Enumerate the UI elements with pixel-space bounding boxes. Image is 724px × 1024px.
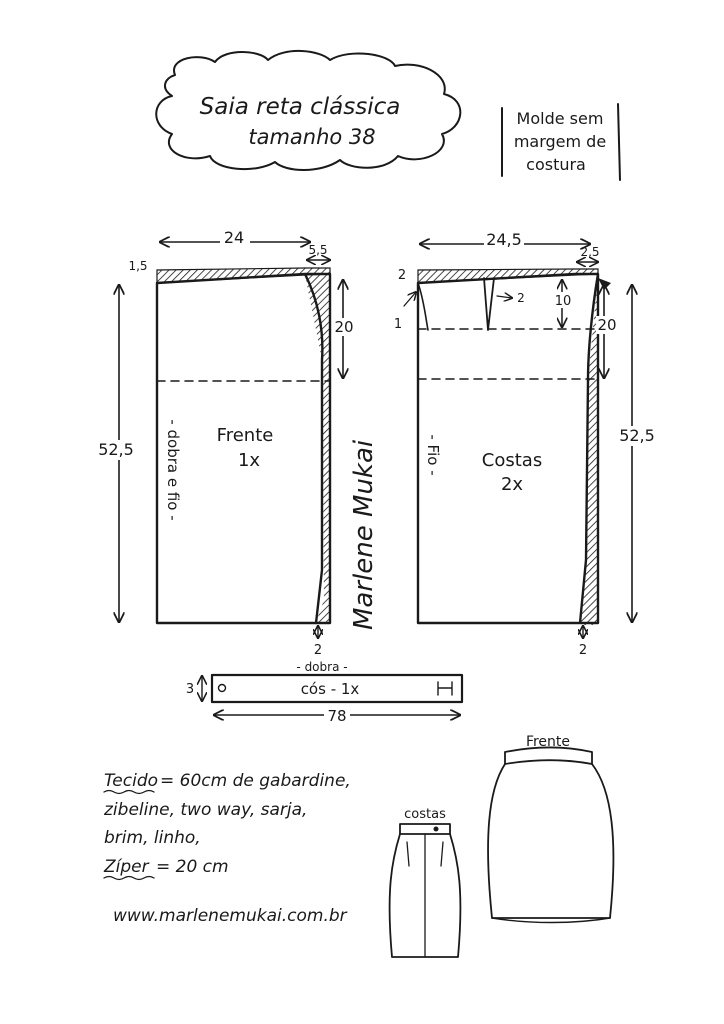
fabric-line1: = 60cm de gabardine, xyxy=(160,771,351,791)
note-line2: margem de xyxy=(513,132,607,151)
back-label: Costas xyxy=(481,450,543,471)
back-length-value: 52,5 xyxy=(619,426,655,445)
fabric-label-underline xyxy=(104,791,154,794)
front-dart-length-value: 20 xyxy=(334,318,354,336)
back-center-curve xyxy=(418,283,428,330)
back-hip-depth-value: 20 xyxy=(597,316,617,334)
waistband-length-value: 78 xyxy=(327,707,347,725)
back-dart-length-value: 10 xyxy=(554,294,572,309)
title-line2: tamanho 38 xyxy=(248,125,376,149)
pattern-note xyxy=(502,104,620,180)
zipper-label-underline xyxy=(104,877,154,880)
back-center-rise-value: 2 xyxy=(397,268,407,283)
waistband-width-value: 3 xyxy=(185,682,195,697)
website-text: www.marlenemukai.com.br xyxy=(113,906,347,926)
note-line3: costura xyxy=(526,155,586,174)
back-illustration-label: costas xyxy=(404,807,446,822)
back-center-offset-value: 1 xyxy=(393,317,403,332)
title-cloud xyxy=(156,51,460,170)
back-pattern-piece xyxy=(394,230,655,658)
fabric-label: Tecido xyxy=(104,771,159,791)
back-width-value: 24,5 xyxy=(486,230,522,249)
front-illustration-label: Frente xyxy=(525,734,571,750)
waistband-fold-label: - dobra - xyxy=(296,660,348,674)
back-grain-label: - Fio - xyxy=(424,434,442,476)
front-fold-label: - dobra e fio - xyxy=(164,419,182,521)
front-length-value: 52,5 xyxy=(98,440,134,459)
back-hem-value: 2 xyxy=(578,643,588,658)
back-illustration-waistband xyxy=(400,824,450,834)
back-skirt-illustration xyxy=(390,807,461,957)
back-side-hatch xyxy=(580,275,598,625)
back-outline xyxy=(418,274,598,623)
back-dart-depth-value: 2 xyxy=(517,291,525,305)
back-dart-width-value: 2,5 xyxy=(580,245,600,259)
front-side-hatch xyxy=(305,275,330,622)
fabric-line2: zibeline, two way, sarja, xyxy=(104,800,308,820)
waistband-piece xyxy=(186,660,462,725)
back-dart xyxy=(484,278,494,330)
signature-text: Marlene Mukai xyxy=(349,439,379,630)
front-left-rise-value: 1,5 xyxy=(128,259,148,273)
front-hem-value: 2 xyxy=(313,643,323,658)
front-count: 1x xyxy=(237,450,261,471)
note-line1: Molde sem xyxy=(516,109,604,128)
front-width-value: 24 xyxy=(223,228,245,247)
back-count: 2x xyxy=(500,474,524,495)
front-label: Frente xyxy=(216,425,274,446)
fabric-line3: brim, linho, xyxy=(104,828,201,848)
front-pattern-piece xyxy=(98,228,354,658)
zipper-label: Zíper xyxy=(104,857,149,877)
back-dart-depth-arrow xyxy=(497,296,512,298)
back-center-offset-arrow xyxy=(404,292,416,306)
front-illustration-body xyxy=(488,764,613,918)
front-dart-width-value: 5,5 xyxy=(308,243,328,257)
waistband-buttonhole xyxy=(219,685,226,692)
back-illustration-button-icon xyxy=(434,827,439,832)
waistband-button-mark xyxy=(438,682,452,695)
materials-notes xyxy=(103,771,351,926)
note-right-bar xyxy=(618,104,620,180)
signature xyxy=(349,439,379,630)
front-skirt-illustration xyxy=(488,734,613,923)
title-line1: Saia reta clássica xyxy=(199,94,401,120)
waistband-label: cós - 1x xyxy=(300,680,360,698)
zipper-value: = 20 cm xyxy=(156,857,229,877)
